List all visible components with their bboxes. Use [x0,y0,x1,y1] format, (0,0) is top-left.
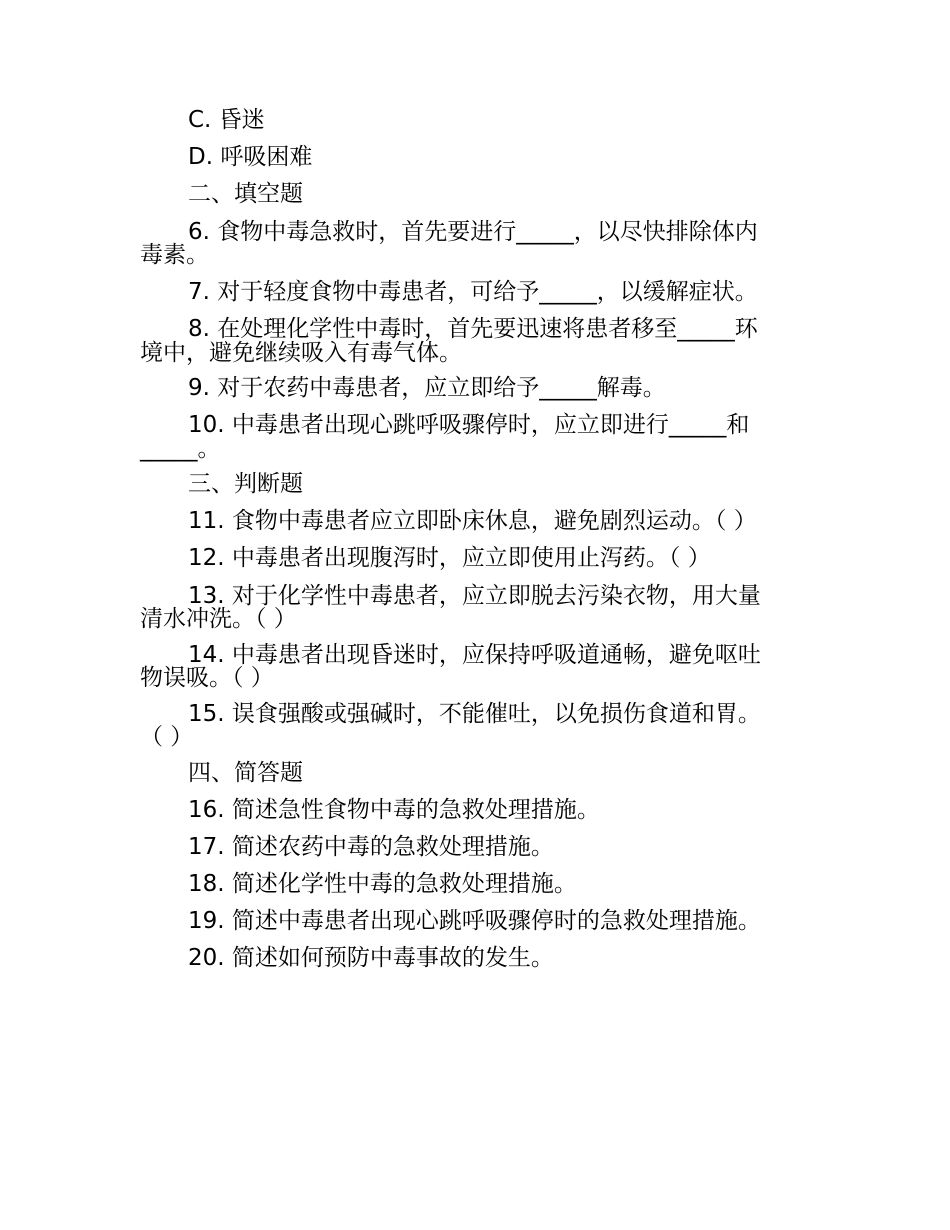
question-18: 18. 简述化学性中毒的急救处理措施。 [188,871,577,897]
option-c: C. 昏迷 [188,107,265,133]
question-8: 8. 在处理化学性中毒时，首先要迅速将患者移至_____环 [188,316,758,342]
section-heading-short-answer: 四、简答题 [188,760,303,786]
question-13: 13. 对于化学性中毒患者，应立即脱去污染衣物，用大量 [188,583,761,609]
question-17: 17. 简述农药中毒的急救处理措施。 [188,834,554,860]
question-15-continued: （ ） [140,724,194,750]
question-10: 10. 中毒患者出现心跳呼吸骤停时，应立即进行_____和 [188,412,750,438]
question-8-continued: 境中，避免继续吸入有毒气体。 [140,340,462,366]
question-14-continued: 物误吸。（ ） [140,665,274,691]
question-20: 20. 简述如何预防中毒事故的发生。 [188,945,554,971]
question-9: 9. 对于农药中毒患者，应立即给予_____解毒。 [188,375,666,401]
question-10-continued: _____。 [140,436,221,462]
question-7: 7. 对于轻度食物中毒患者，可给予_____，以缓解症状。 [188,279,758,305]
question-13-continued: 清水冲洗。（ ） [140,606,297,632]
section-heading-fill-blank: 二、填空题 [188,181,303,207]
question-14: 14. 中毒患者出现昏迷时，应保持呼吸道通畅，避免呕吐 [188,642,761,668]
question-11: 11. 食物中毒患者应立即卧床休息，避免剧烈运动。（ ） [188,508,757,534]
question-16: 16. 简述急性食物中毒的急救处理措施。 [188,797,600,823]
option-d: D. 呼吸困难 [188,144,313,170]
question-19: 19. 简述中毒患者出现心跳呼吸骤停时的急救处理措施。 [188,908,761,934]
question-12: 12. 中毒患者出现腹泻时，应立即使用止泻药。（ ） [188,545,711,571]
question-15: 15. 误食强酸或强碱时，不能催吐，以免损伤食道和胃。 [188,701,761,727]
section-heading-true-false: 三、判断题 [188,471,303,497]
question-6: 6. 食物中毒急救时，首先要进行_____，以尽快排除体内 [188,219,758,245]
question-6-continued: 毒素。 [140,242,209,268]
